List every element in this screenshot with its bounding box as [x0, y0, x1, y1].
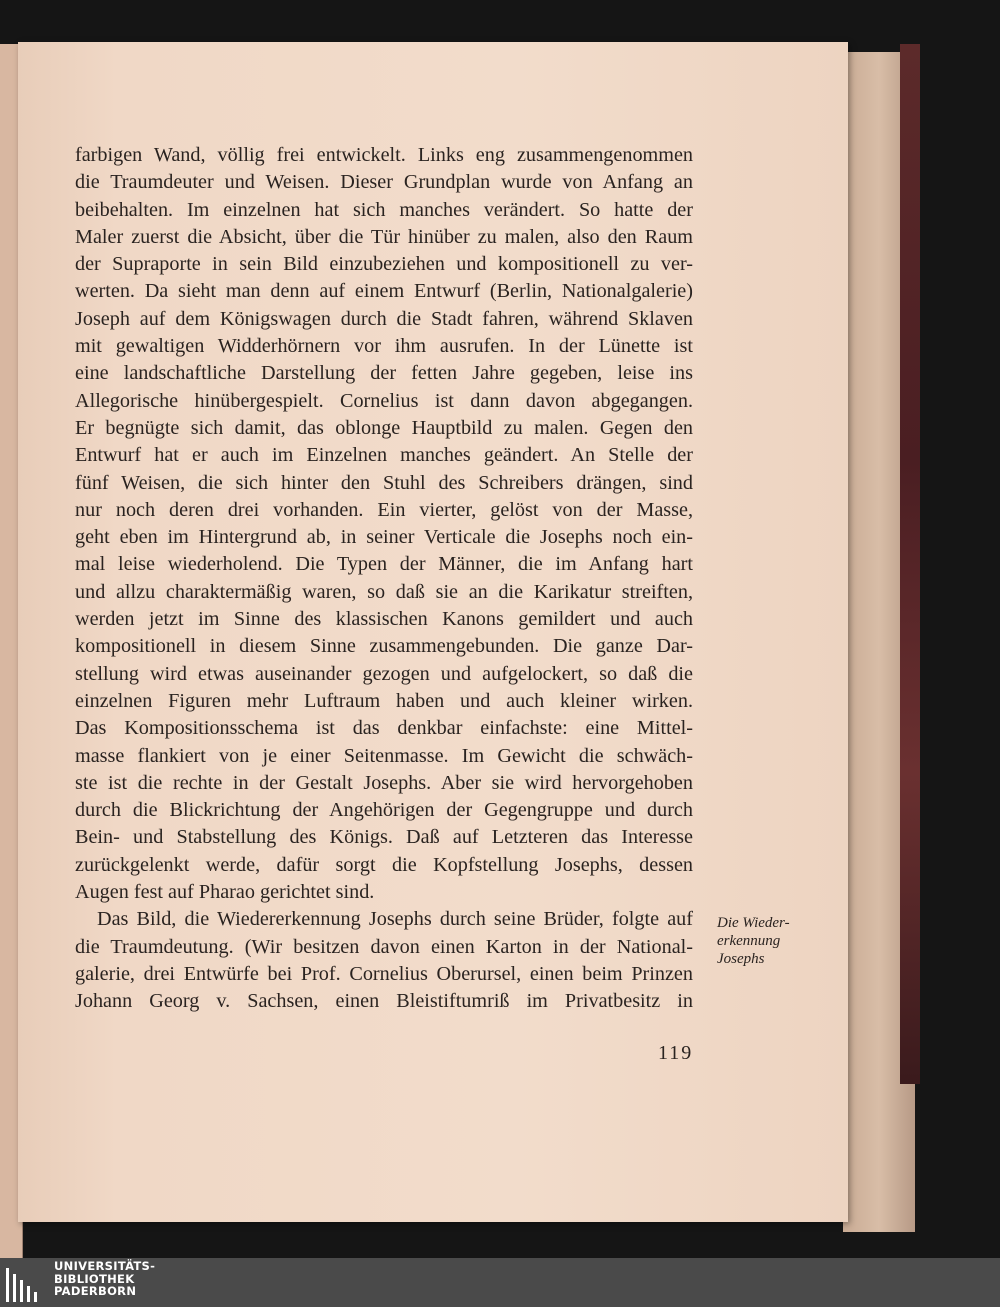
text-line: Johann Georg v. Sachsen, einen Bleistiftumriß im Privatbesitz in	[75, 990, 693, 1013]
text-line: werden jetzt im Sinne des klassischen Kanons gemildert und auch	[75, 608, 693, 631]
text-line: kompositionell in diesem Sinne zusammengebunden. Die ganze Dar-	[75, 635, 693, 658]
marginal-note	[717, 914, 827, 968]
library-logo-icon	[4, 1262, 44, 1304]
library-name-line: PADERBORN	[54, 1284, 137, 1298]
text-line: Joseph auf dem Königswagen durch die Stadt fahren, während Sklaven	[75, 307, 693, 330]
text-line: die Traumdeutung. (Wir besitzen davon einen Karton in der National-	[75, 935, 693, 958]
text-line: Das Kompositionsschema ist das denkbar einfachste: eine Mittel-	[75, 717, 693, 740]
text-line: stellung wird etwas auseinander gezogen und aufgelockert, so daß die	[75, 662, 693, 685]
text-line: werten. Da sieht man denn auf einem Entwurf (Berlin, Nationalgalerie)	[75, 280, 693, 303]
text-line: mal leise wiederholend. Die Typen der Männer, die im Anfang hart	[75, 553, 693, 576]
marginal-note-line: Josephs	[717, 951, 765, 967]
text-line: Maler zuerst die Absicht, über die Tür hinüber zu malen, also den Raum	[75, 225, 693, 248]
library-name-line: UNIVERSITÄTS-	[54, 1259, 156, 1273]
body-text	[75, 142, 693, 1016]
text-line: und allzu charaktermäßig waren, so daß sie an die Karikatur streiften,	[75, 580, 693, 603]
text-line: beibehalten. Im einzelnen hat sich manches verändert. So hatte der	[75, 198, 693, 221]
text-line: Entwurf hat er auch im Einzelnen manches geändert. An Stelle der	[75, 444, 693, 467]
paragraph-start-line: Das Bild, die Wiedererkennung Josephs durch seine Brüder, folgte auf	[97, 908, 693, 931]
text-line: galerie, drei Entwürfe bei Prof. Cornelius Oberursel, einen beim Prinzen	[75, 962, 693, 985]
marginal-note-line: erkennung	[717, 933, 781, 949]
library-footer	[0, 1258, 1000, 1307]
text-line: mit gewaltigen Widderhörnern vor ihm ausrufen. In der Lünette ist	[75, 335, 693, 358]
page-number: 119	[658, 1042, 694, 1064]
text-line: eine landschaftliche Darstellung der fetten Jahre gegeben, leise ins	[75, 362, 693, 385]
paragraph-end-line: Augen fest auf Pharao gerichtet sind.	[75, 881, 375, 904]
text-line: masse flankiert von je einer Seitenmasse. Im Gewicht die schwäch-	[75, 744, 693, 767]
library-name	[54, 1260, 155, 1298]
text-line: die Traumdeuter und Weisen. Dieser Grundplan wurde von Anfang an	[75, 171, 693, 194]
text-line: fünf Weisen, die sich hinter den Stuhl des Schreibers drängen, sind	[75, 471, 693, 494]
text-line: der Supraporte in sein Bild einzubeziehen und kompositionell zu ver-	[75, 253, 693, 276]
text-line: zurückgelenkt werde, dafür sorgt die Kopfstellung Josephs, dessen	[75, 853, 693, 876]
book-page	[18, 42, 848, 1222]
text-line: durch die Blickrichtung der Angehörigen der Gegengruppe und durch	[75, 799, 693, 822]
text-line: ste ist die rechte in der Gestalt Josephs. Aber sie wird hervorgehoben	[75, 771, 693, 794]
text-line: einzelnen Figuren mehr Luftraum haben und auch kleiner wirken.	[75, 689, 693, 712]
text-line: farbigen Wand, völlig frei entwickelt. Links eng zusammengenommen	[75, 144, 693, 166]
text-line: Er begnügte sich damit, das oblonge Hauptbild zu malen. Gegen den	[75, 416, 693, 439]
text-line: Allegorische hinübergespielt. Cornelius ist dann davon abgegangen.	[75, 389, 693, 412]
text-line: geht eben im Hintergrund ab, in seiner Verticale die Josephs noch ein-	[75, 526, 693, 549]
marginal-note-line: Die Wieder-	[717, 915, 790, 931]
text-line: nur noch deren drei vorhanden. Ein vierter, gelöst von der Masse,	[75, 498, 693, 521]
right-cover-edge	[900, 44, 920, 1084]
text-line: Bein- und Stabstellung des Königs. Daß auf Letzteren das Interesse	[75, 826, 693, 849]
library-name-line: BIBLIOTHEK	[54, 1271, 135, 1286]
